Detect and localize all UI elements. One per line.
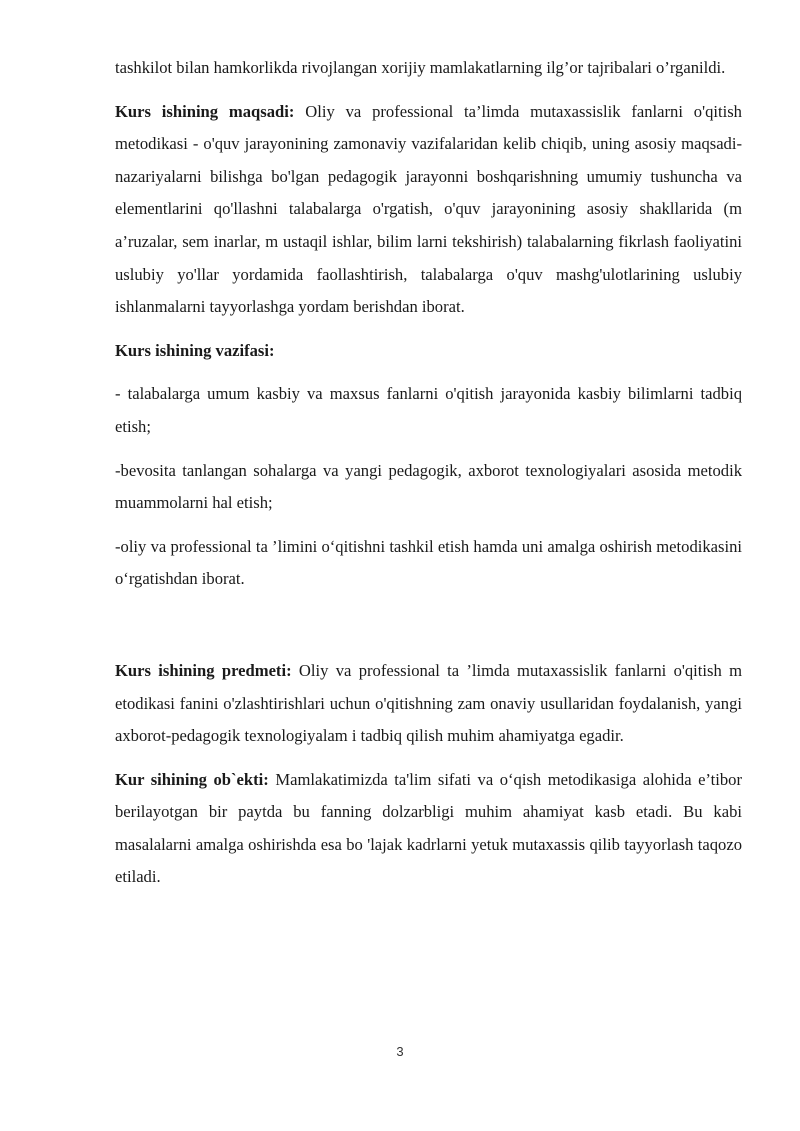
- page-number: 3: [396, 1044, 404, 1059]
- paragraph-intro: [115, 52, 742, 85]
- paragraph-text: Mamlakatimizda ta'lim sifati va o‘qish metodikasiga alohida e’tibor berilayotgan bir paytda bu fanning dolzarbligi muhim ahamiyat kasb etadi. Bu kabi masalalarni amalga oshirishda esa bo 'lajak kadrlarni yetuk mutaxassis qilib tayyorlash taqozo etiladi.: [115, 769, 742, 887]
- paragraph-text: -oliy va professional ta ’limini o‘qitishni tashkil etish hamda uni amalga oshirish metodikasini o‘rgatishdan iborat.: [115, 536, 742, 589]
- paragraph-object: [115, 764, 742, 894]
- paragraph-text: tashkilot bilan hamkorlikda rivojlangan xorijiy mamlakatlarning ilg’or tajribalari o’rganildi.: [115, 58, 726, 77]
- paragraph-goal: [115, 96, 742, 324]
- section-heading-goal: Kurs ishining maqsadi:: [115, 101, 295, 121]
- spacer: [115, 607, 742, 655]
- paragraph-subject: [115, 655, 742, 753]
- section-heading-tasks: Kurs ishining vazifasi:: [115, 340, 275, 360]
- list-item-task-3: [115, 531, 742, 596]
- section-heading-object: Kur sihining ob`ekti:: [115, 769, 269, 789]
- list-item-task-2: [115, 455, 742, 520]
- paragraph-tasks-heading: [115, 335, 742, 368]
- paragraph-text: Oliy va professional ta’limda mutaxassislik fanlarni o'qitish metodikasi - o'quv jarayonining zamonaviy vazifalaridan kelib chiqib, uning asosiy maqsadi- nazariyalarni bilishga bo'lgan pedagogik jarayonni boshqarishning umumiy tushuncha va elementlarini qo'llashni talabalarga o'rgatish, o'quv jarayonining asosiy shakllarida (m a’ruzalar, sem inarlar, m ustaqil ishlar, bilim larni tekshirish) talabalarning fikrlash faoliyatini uslubiy yo'llar yordamida faollashtirish, talabalarga o'quv mashg'ulotlarining uslubiy ishlanmalarni tayyorlashga yordam berishdan iborat.: [115, 101, 742, 317]
- section-heading-subject: Kurs ishining predmeti:: [115, 660, 292, 680]
- paragraph-text: -bevosita tanlangan sohalarga va yangi pedagogik, axborot texnologiyalari asosida metodik muammolarni hal etish;: [115, 460, 742, 513]
- paragraph-text: - talabalarga umum kasbiy va maxsus fanlarni o'qitish jarayonida kasbiy bilimlarni tadbiq etish;: [115, 384, 742, 436]
- paragraph-text: Oliy va professional ta ’limda mutaxassislik fanlarni o'qitish m etodikasi fanini o'zlashtirishlari uchun o'qitishning zam onaviy usullaridan foydalanish, yangi axborot-pedagogik texnologiyalam i tadbiq qilish muhim ahamiyatga egadir.: [115, 660, 742, 746]
- list-item-task-1: [115, 378, 742, 443]
